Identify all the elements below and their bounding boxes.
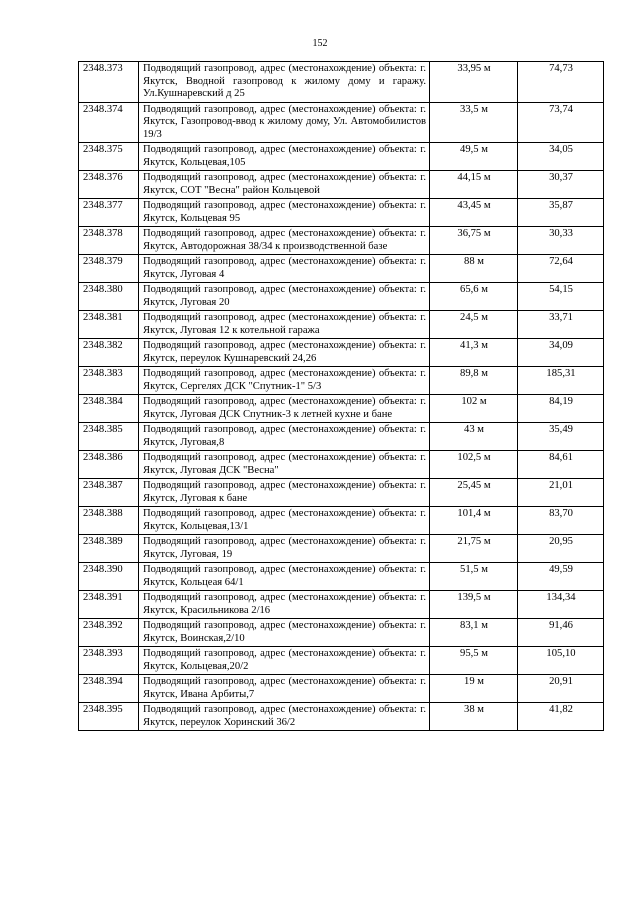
object-description-cell: Подводящий газопровод, адрес (местонахождение) объекта: г. Якутск, переулок Кушнаревский 24,26 (139, 339, 430, 367)
table-row (79, 62, 604, 103)
row-number-cell: 2348.384 (79, 395, 139, 423)
pipeline-length-cell: 101,4 м (430, 507, 518, 535)
pipeline-length-cell: 102,5 м (430, 451, 518, 479)
row-number-cell: 2348.392 (79, 619, 139, 647)
pipeline-length-cell: 33,5 м (430, 102, 518, 143)
object-description-cell: Подводящий газопровод, адрес (местонахождение) объекта: г. Якутск, Ивана Арбиты,7 (139, 675, 430, 703)
table-row (79, 563, 604, 591)
value-cell: 33,71 (518, 311, 604, 339)
object-description-cell: Подводящий газопровод, адрес (местонахождение) объекта: г. Якутск, Луговая ДСК "Весна" (139, 451, 430, 479)
object-description-cell: Подводящий газопровод, адрес (местонахождение) объекта: г. Якутск, Газопровод-ввод к жилому дому, Ул. Автомобилистов 19/3 (139, 102, 430, 143)
row-number-cell: 2348.380 (79, 283, 139, 311)
pipeline-length-cell: 38 м (430, 703, 518, 731)
pipeline-length-cell: 19 м (430, 675, 518, 703)
row-number-cell: 2348.385 (79, 423, 139, 451)
pipeline-length-cell: 51,5 м (430, 563, 518, 591)
value-cell: 83,70 (518, 507, 604, 535)
row-number-cell: 2348.381 (79, 311, 139, 339)
table-row (79, 647, 604, 675)
object-description-cell: Подводящий газопровод, адрес (местонахождение) объекта: г. Якутск, Кольцевая,20/2 (139, 647, 430, 675)
value-cell: 73,74 (518, 102, 604, 143)
row-number-cell: 2348.387 (79, 479, 139, 507)
value-cell: 30,37 (518, 171, 604, 199)
value-cell: 54,15 (518, 283, 604, 311)
value-cell: 74,73 (518, 62, 604, 103)
table-row (79, 535, 604, 563)
pipeline-length-cell: 24,5 м (430, 311, 518, 339)
table-row (79, 451, 604, 479)
row-number-cell: 2348.374 (79, 102, 139, 143)
row-number-cell: 2348.395 (79, 703, 139, 731)
pipeline-length-cell: 33,95 м (430, 62, 518, 103)
pipeline-length-cell: 49,5 м (430, 143, 518, 171)
table-row (79, 143, 604, 171)
object-description-cell: Подводящий газопровод, адрес (местонахождение) объекта: г. Якутск, Луговая к бане (139, 479, 430, 507)
object-description-cell: Подводящий газопровод, адрес (местонахождение) объекта: г. Якутск, Луговая ДСК Спутник-3 к летней кухне и бане (139, 395, 430, 423)
pipeline-length-cell: 41,3 м (430, 339, 518, 367)
row-number-cell: 2348.389 (79, 535, 139, 563)
object-description-cell: Подводящий газопровод, адрес (местонахождение) объекта: г. Якутск, Кольцеая 64/1 (139, 563, 430, 591)
object-description-cell: Подводящий газопровод, адрес (местонахождение) объекта: г. Якутск, Сергелях ДСК "Спутник-1" 5/3 (139, 367, 430, 395)
pipeline-length-cell: 88 м (430, 255, 518, 283)
table-row (79, 395, 604, 423)
pipeline-length-cell: 139,5 м (430, 591, 518, 619)
object-description-cell: Подводящий газопровод, адрес (местонахождение) объекта: г. Якутск, Луговая 20 (139, 283, 430, 311)
row-number-cell: 2348.388 (79, 507, 139, 535)
table-row (79, 479, 604, 507)
value-cell: 35,49 (518, 423, 604, 451)
row-number-cell: 2348.379 (79, 255, 139, 283)
table-row (79, 227, 604, 255)
object-description-cell: Подводящий газопровод, адрес (местонахождение) объекта: г. Якутск, Кольцевая,105 (139, 143, 430, 171)
pipeline-length-cell: 65,6 м (430, 283, 518, 311)
table-row (79, 591, 604, 619)
value-cell: 41,82 (518, 703, 604, 731)
pipeline-length-cell: 44,15 м (430, 171, 518, 199)
table-row (79, 675, 604, 703)
page-number: 152 (312, 38, 328, 49)
row-number-cell: 2348.394 (79, 675, 139, 703)
object-description-cell: Подводящий газопровод, адрес (местонахождение) объекта: г. Якутск, Кольцевая 95 (139, 199, 430, 227)
object-description-cell: Подводящий газопровод, адрес (местонахождение) объекта: г. Якутск, Луговая 12 к котельной гаража (139, 311, 430, 339)
pipeline-length-cell: 43,45 м (430, 199, 518, 227)
object-description-cell: Подводящий газопровод, адрес (местонахождение) объекта: г. Якутск, Вводной газопровод к жилому дому и гаражу. Ул.Кушнаревский д 25 (139, 62, 430, 103)
value-cell: 134,34 (518, 591, 604, 619)
row-number-cell: 2348.382 (79, 339, 139, 367)
row-number-cell: 2348.393 (79, 647, 139, 675)
table-row (79, 703, 604, 731)
value-cell: 84,61 (518, 451, 604, 479)
pipeline-registry-table (78, 61, 604, 731)
table-row (79, 423, 604, 451)
table-row (79, 199, 604, 227)
pipeline-length-cell: 43 м (430, 423, 518, 451)
table-row (79, 507, 604, 535)
value-cell: 30,33 (518, 227, 604, 255)
value-cell: 185,31 (518, 367, 604, 395)
row-number-cell: 2348.386 (79, 451, 139, 479)
row-number-cell: 2348.376 (79, 171, 139, 199)
value-cell: 34,09 (518, 339, 604, 367)
table-row (79, 255, 604, 283)
value-cell: 20,95 (518, 535, 604, 563)
value-cell: 35,87 (518, 199, 604, 227)
pipeline-length-cell: 83,1 м (430, 619, 518, 647)
table-row (79, 283, 604, 311)
row-number-cell: 2348.378 (79, 227, 139, 255)
registry-table-body (79, 62, 604, 731)
pipeline-length-cell: 102 м (430, 395, 518, 423)
object-description-cell: Подводящий газопровод, адрес (местонахождение) объекта: г. Якутск, Луговая, 19 (139, 535, 430, 563)
object-description-cell: Подводящий газопровод, адрес (местонахождение) объекта: г. Якутск, Красильникова 2/16 (139, 591, 430, 619)
row-number-cell: 2348.383 (79, 367, 139, 395)
value-cell: 72,64 (518, 255, 604, 283)
table-row (79, 311, 604, 339)
object-description-cell: Подводящий газопровод, адрес (местонахождение) объекта: г. Якутск, Луговая 4 (139, 255, 430, 283)
pipeline-length-cell: 21,75 м (430, 535, 518, 563)
value-cell: 49,59 (518, 563, 604, 591)
object-description-cell: Подводящий газопровод, адрес (местонахождение) объекта: г. Якутск, Автодорожная 38/34 к производственной базе (139, 227, 430, 255)
row-number-cell: 2348.377 (79, 199, 139, 227)
object-description-cell: Подводящий газопровод, адрес (местонахождение) объекта: г. Якутск, переулок Хоринский 36/2 (139, 703, 430, 731)
object-description-cell: Подводящий газопровод, адрес (местонахождение) объекта: г. Якутск, Воинская,2/10 (139, 619, 430, 647)
table-row (79, 367, 604, 395)
object-description-cell: Подводящий газопровод, адрес (местонахождение) объекта: г. Якутск, Кольцевая,13/1 (139, 507, 430, 535)
value-cell: 34,05 (518, 143, 604, 171)
pipeline-length-cell: 89,8 м (430, 367, 518, 395)
table-row (79, 171, 604, 199)
value-cell: 105,10 (518, 647, 604, 675)
object-description-cell: Подводящий газопровод, адрес (местонахождение) объекта: г. Якутск, СОТ "Весна" район Кольцевой (139, 171, 430, 199)
pipeline-length-cell: 95,5 м (430, 647, 518, 675)
value-cell: 91,46 (518, 619, 604, 647)
value-cell: 84,19 (518, 395, 604, 423)
object-description-cell: Подводящий газопровод, адрес (местонахождение) объекта: г. Якутск, Луговая,8 (139, 423, 430, 451)
pipeline-length-cell: 36,75 м (430, 227, 518, 255)
row-number-cell: 2348.375 (79, 143, 139, 171)
row-number-cell: 2348.391 (79, 591, 139, 619)
table-row (79, 619, 604, 647)
table-row (79, 339, 604, 367)
value-cell: 21,01 (518, 479, 604, 507)
pipeline-length-cell: 25,45 м (430, 479, 518, 507)
row-number-cell: 2348.390 (79, 563, 139, 591)
row-number-cell: 2348.373 (79, 62, 139, 103)
value-cell: 20,91 (518, 675, 604, 703)
table-row (79, 102, 604, 143)
